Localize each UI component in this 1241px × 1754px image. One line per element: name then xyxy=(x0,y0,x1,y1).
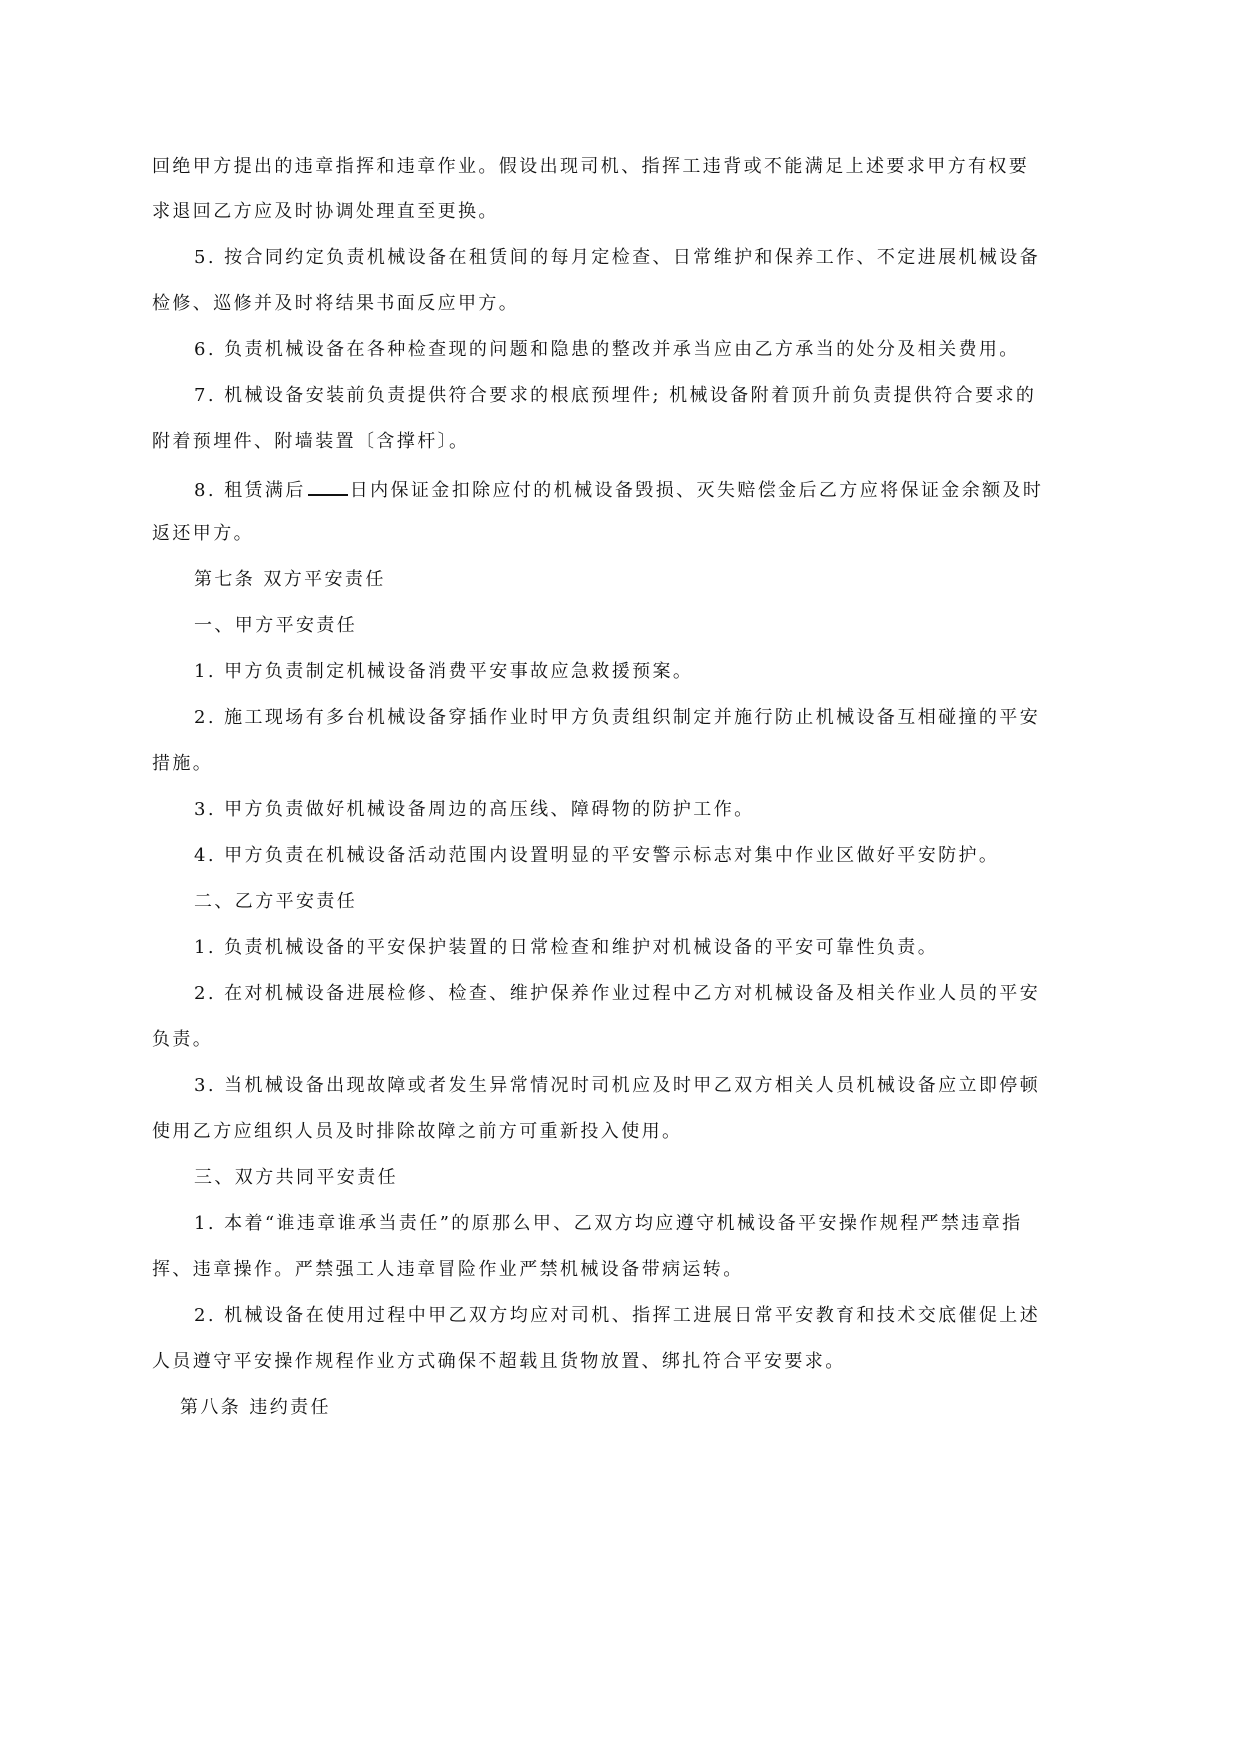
article-7-heading: 第七条 双方平安责任 xyxy=(194,569,386,590)
fill-in-blank xyxy=(308,476,348,496)
joint-item-1: 1. 本着“谁违章谁承当责任”的原那么甲、乙双方均应遵守机械设备平安操作规程严禁违章指 xyxy=(194,1213,1023,1234)
paragraph-line: 返还甲方。 xyxy=(152,523,254,544)
paragraph-line: 求退回乙方应及时协调处理直至更换。 xyxy=(152,201,499,222)
paragraph-line: 负责。 xyxy=(152,1029,214,1050)
paragraph-line: 人员遵守平安操作规程作业方式确保不超载且货物放置、绑扎符合平安要求。 xyxy=(152,1351,846,1372)
party-b-item-3: 3. 当机械设备出现故障或者发生异常情况时司机应及时甲乙双方相关人员机械设备应立即停顿 xyxy=(194,1075,1041,1096)
party-b-item-1: 1. 负责机械设备的平安保护装置的日常检查和维护对机械设备的平安可靠性负责。 xyxy=(194,937,939,958)
party-a-item-4: 4. 甲方负责在机械设备活动范围内设置明显的平安警示标志对集中作业区做好平安防护。 xyxy=(194,845,1000,866)
clause-8-suffix: 日内保证金扣除应付的机械设备毁损、灭失赔偿金后乙方应将保证金余额及时 xyxy=(349,480,1044,501)
paragraph-line: 检修、巡修并及时将结果书面反应甲方。 xyxy=(152,293,520,314)
clause-8-prefix: 8. 租赁满后 xyxy=(194,480,306,501)
party-a-item-1: 1. 甲方负责制定机械设备消费平安事故应急救援预案。 xyxy=(194,661,694,682)
article-8-heading: 第八条 违约责任 xyxy=(180,1397,331,1418)
paragraph-line: 挥、违章操作。严禁强工人违章冒险作业严禁机械设备带病运转。 xyxy=(152,1259,744,1280)
clause-6-line: 6. 负责机械设备在各种检查现的问题和隐患的整改并承当应由乙方承当的处分及相关费用。 xyxy=(194,339,1020,360)
clause-8-line xyxy=(194,476,1043,503)
clause-7-line: 7. 机械设备安装前负责提供符合要求的根底预埋件; 机械设备附着顶升前负责提供符合要求的 xyxy=(194,385,1037,406)
paragraph-line: 使用乙方应组织人员及时排除故障之前方可重新投入使用。 xyxy=(152,1121,683,1142)
joint-item-2: 2. 机械设备在使用过程中甲乙双方均应对司机、指挥工进展日常平安教育和技术交底催促上述 xyxy=(194,1305,1041,1326)
paragraph-line: 措施。 xyxy=(152,753,214,774)
paragraph-line: 附着预埋件、附墙装置〔含撑杆〕。 xyxy=(152,431,470,452)
clause-5-line: 5. 按合同约定负责机械设备在租赁间的每月定检查、日常维护和保养工作、不定进展机械设备 xyxy=(194,247,1041,268)
party-a-item-2: 2. 施工现场有多台机械设备穿插作业时甲方负责组织制定并施行防止机械设备互相碰撞的平安 xyxy=(194,707,1041,728)
section-heading-party-a: 一、甲方平安责任 xyxy=(194,615,358,636)
section-heading-party-b: 二、乙方平安责任 xyxy=(194,891,358,912)
section-heading-joint: 三、双方共同平安责任 xyxy=(194,1167,398,1188)
party-a-item-3: 3. 甲方负责做好机械设备周边的高压线、障碍物的防护工作。 xyxy=(194,799,755,820)
paragraph-line: 回绝甲方提出的违章指挥和违章作业。假设出现司机、指挥工违背或不能满足上述要求甲方有权要 xyxy=(152,156,1030,177)
party-b-item-2: 2. 在对机械设备进展检修、检查、维护保养作业过程中乙方对机械设备及相关作业人员的平安 xyxy=(194,983,1041,1004)
